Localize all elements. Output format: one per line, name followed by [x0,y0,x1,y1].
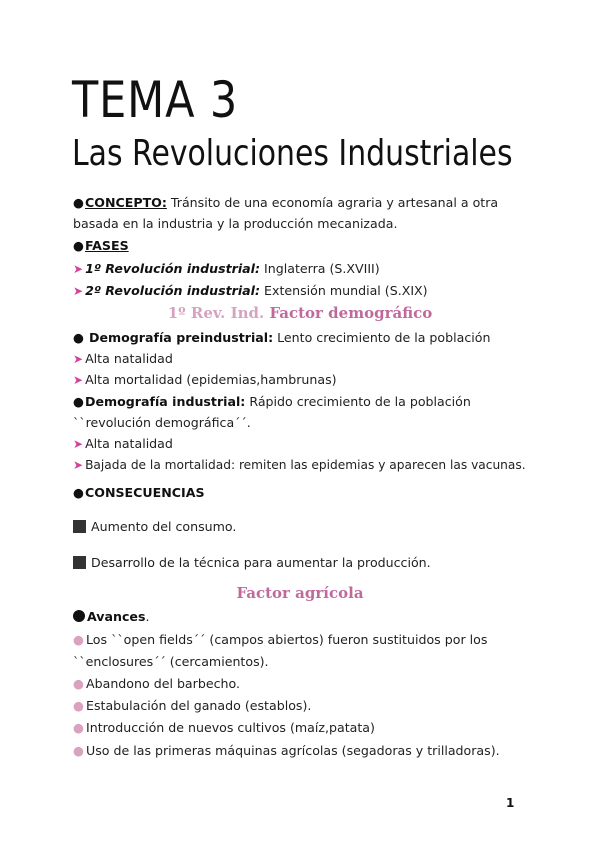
list-item: Desarrollo de la técnica para aumentar la producción. [73,553,543,573]
arrowhead-icon: ➤ [73,284,84,298]
page-subtitle: Las Revoluciones Industriales [72,133,513,174]
concepto-line-2: basada en la industria y la producción mecanizada. [73,216,398,231]
list-item: ● Uso de las primeras máquinas agrícolas (segadoras y trilladoras). [73,743,500,758]
pink-dot-icon: ● [73,720,84,735]
bullet-dot-icon: ● [73,238,84,253]
concepto-label: CONCEPTO: [85,195,167,210]
section-heading-agricola: Factor agrícola [236,584,364,602]
arrowhead-icon: ➤ [73,437,84,451]
list-item: ➤ Alta natalidad [73,436,173,451]
fases-heading [73,236,543,256]
bullet-dot-icon: ● [73,330,84,345]
list-item: ● Los ``open fields´´ (campos abiertos) fueron sustituidos por los [73,632,488,647]
square-bullet-icon [73,556,86,569]
demografia-ind-line: ●Demografía industrial: Rápido crecimiento de la población [73,394,471,409]
pink-dot-icon: ● [73,676,84,691]
list-item: ➤ Alta mortalidad (epidemias,hambrunas) [73,372,337,387]
page-title: TEMA 3 [72,71,239,129]
square-bullet-icon [73,520,86,533]
demografia-pre-line: ● Demografía preindustrial: Lento crecimiento de la población [73,330,491,345]
arrowhead-icon: ➤ [73,262,84,276]
bullet-dot-icon: ● [73,394,84,409]
list-item: ● Introducción de nuevos cultivos (maíz,patata) [73,720,375,735]
avances-heading: Avances. [73,607,543,627]
section-heading-demografico: 1º Rev. Ind. Factor demográfico [167,304,433,322]
list-item: Aumento del consumo. [73,517,543,537]
list-item: ● Abandono del barbecho. [73,676,240,691]
concepto-line [73,193,543,213]
bullet-dot-icon: ● [73,195,84,210]
consecuencias-heading: ●CONSECUENCIAS [73,485,205,500]
arrowhead-icon: ➤ [73,352,84,366]
pink-dot-icon: ● [73,632,84,647]
fases-label: FASES [85,238,129,253]
list-item: ● Estabulación del ganado (establos). [73,698,312,713]
circle-bullet-icon [73,610,85,622]
page-number: 1 [506,796,515,810]
arrowhead-icon: ➤ [73,373,84,387]
list-item: ➤ Bajada de la mortalidad: remiten las epidemias y aparecen las vacunas. [73,458,526,472]
list-item-continuation: ``enclosures´´ (cercamientos). [73,654,269,669]
fase-item: ➤ 1º Revolución industrial: Inglaterra (S.XVIII) [73,261,380,276]
fase-item: ➤ 2º Revolución industrial: Extensión mundial (S.XIX) [73,283,428,298]
pink-dot-icon: ● [73,698,84,713]
demografia-ind-line-2: ``revolución demográfica´´. [73,415,251,430]
list-item: ➤ Alta natalidad [73,351,173,366]
arrowhead-icon: ➤ [73,458,84,472]
pink-dot-icon: ● [73,743,84,758]
concepto-text: Tránsito de una economía agraria y artesanal a otra [170,195,499,210]
bullet-dot-icon: ● [73,485,84,500]
